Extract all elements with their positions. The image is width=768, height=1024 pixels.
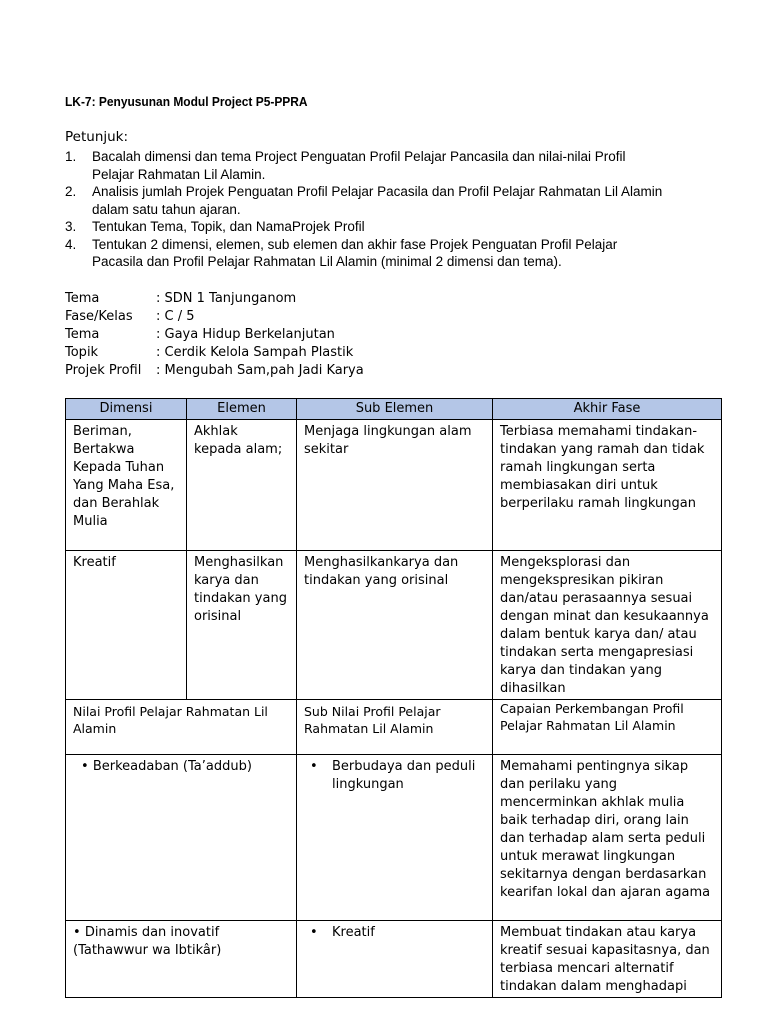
sub-nilai-text: Kreatif — [332, 925, 375, 940]
info-value: : Gaya Hidup Berkelanjutan — [156, 327, 335, 342]
info-key: Tema — [65, 291, 100, 306]
sub-nilai-cell — [297, 755, 493, 921]
header-dimensi: Dimensi — [66, 399, 187, 420]
table-row — [66, 420, 722, 551]
table-header-row — [66, 399, 722, 420]
instruction-number: 4. — [65, 236, 77, 252]
sub-nilai-text: Berbudaya dan peduli lingkungan — [332, 759, 476, 792]
info-value: : SDN 1 Tanjunganom — [156, 291, 297, 306]
info-row — [65, 344, 364, 362]
nilai-cell — [66, 921, 297, 998]
instruction-text: Bacalah dimensi dan tema Project Penguatan Profil Pelajar Pancasila dan nilai-nilai Profil Pelajar Rahmatan Lil Alamin. — [92, 149, 626, 182]
instruction-text: Tentukan Tema, Topik, dan NamaProjek Profil — [92, 219, 365, 234]
sub-nilai-cell — [297, 921, 493, 998]
project-info — [65, 290, 364, 380]
elemen-cell: Akhlak kepada alam; — [187, 420, 297, 551]
info-key: Fase/Kelas — [65, 309, 133, 324]
nilai-profil-header: Nilai Profil Pelajar Rahmatan Lil Alamin — [66, 700, 297, 755]
sub-elemen-cell: Menjaga lingkungan alam sekitar — [297, 420, 493, 551]
sub-nilai-item — [304, 758, 485, 794]
bullet: • — [81, 759, 89, 774]
info-row — [65, 308, 364, 326]
instruction-number: 3. — [65, 219, 77, 234]
header-elemen: Elemen — [187, 399, 297, 420]
sub-nilai-header: Sub Nilai Profil Pelajar Rahmatan Lil Alamin — [297, 700, 493, 755]
elemen-cell: Menghasilkan karya dan tindakan yang orisinal — [187, 551, 297, 700]
bullet: • — [310, 759, 318, 774]
sub-elemen-cell: Menghasilkankarya dan tindakan yang orisinal — [297, 551, 493, 700]
instruction-text: Analisis jumlah Projek Penguatan Profil Pelajar Pacasila dan Profil Pelajar Rahmatan Lil Alamin dalam satu tahun ajaran. — [92, 184, 663, 217]
info-row — [65, 290, 364, 308]
info-value: : Mengubah Sam,pah Jadi Karya — [156, 363, 364, 378]
instruction-item — [65, 148, 665, 183]
header-sub-elemen: Sub Elemen — [297, 399, 493, 420]
instructions-list — [65, 148, 665, 271]
instruction-number: 1. — [65, 149, 77, 164]
sub-nilai-item — [304, 924, 485, 942]
table-row — [66, 551, 722, 700]
info-value: : C / 5 — [156, 309, 195, 324]
instruction-item — [65, 183, 665, 218]
nilai-text: Dinamis dan inovatif (Tathawwur wa Ibtikâr) — [73, 925, 222, 958]
capaian-cell: Memahami pentingnya sikap dan perilaku yang mencerminkan akhlak mulia baik terhadap diri, orang lain dan terhadap alam serta peduli untuk merawat lingkungan sekitarnya dengan berdasarkan kearifan lokal dan ajaran agama — [493, 755, 722, 921]
instruction-item — [65, 236, 665, 271]
module-table — [65, 398, 722, 998]
instruction-item — [65, 218, 665, 236]
instruction-text: Tentukan 2 dimensi, elemen, sub elemen dan akhir fase Projek Penguatan Profil Pelajar Pacasila dan Profil Pelajar Rahmatan Lil Alamin (minimal 2 dimensi dan tema). — [92, 236, 618, 269]
info-value: : Cerdik Kelola Sampah Plastik — [156, 345, 354, 360]
info-row — [65, 362, 364, 380]
document-title: LK-7: Penyusunan Modul Project P5-PPRA — [65, 94, 308, 109]
table-row — [66, 921, 722, 998]
capaian-cell: Membuat tindakan atau karya kreatif sesuai kapasitasnya, dan terbiasa mencari alternatif tindakan dalam menghadapi — [493, 921, 722, 998]
akhir-fase-cell: Terbiasa memahami tindakan- tindakan yang ramah dan tidak ramah lingkungan serta membiasakan diri untuk berperilaku ramah lingkungan — [493, 420, 722, 551]
nilai-text: Berkeadaban (Ta’addub) — [92, 759, 252, 774]
nilai-header-row — [66, 700, 722, 755]
instruction-number: 2. — [65, 184, 77, 199]
info-key: Tema — [65, 327, 100, 342]
table-row — [66, 755, 722, 921]
dimensi-cell: Kreatif — [66, 551, 187, 700]
nilai-cell — [66, 755, 297, 921]
header-akhir-fase: Akhir Fase — [493, 399, 722, 420]
info-key: Projek Profil — [65, 363, 142, 378]
info-row — [65, 326, 364, 344]
capaian-header: Capaian Perkembangan Profil Pelajar Rahmatan Lil Alamin — [493, 700, 722, 755]
info-key: Topik — [65, 345, 99, 360]
akhir-fase-cell: Mengeksplorasi dan mengekspresikan pikiran dan/atau perasaannya sesuai dengan minat dan kesukaannya dalam bentuk karya dan/ atau tindakan serta mengapresiasi karya dan tindakan yang dihasilkan — [493, 551, 722, 700]
bullet: • — [310, 925, 318, 940]
dimensi-cell: Beriman, Bertakwa Kepada Tuhan Yang Maha Esa, dan Berahlak Mulia — [66, 420, 187, 551]
bullet: • — [73, 925, 81, 940]
instructions-label: Petunjuk: — [65, 129, 129, 145]
